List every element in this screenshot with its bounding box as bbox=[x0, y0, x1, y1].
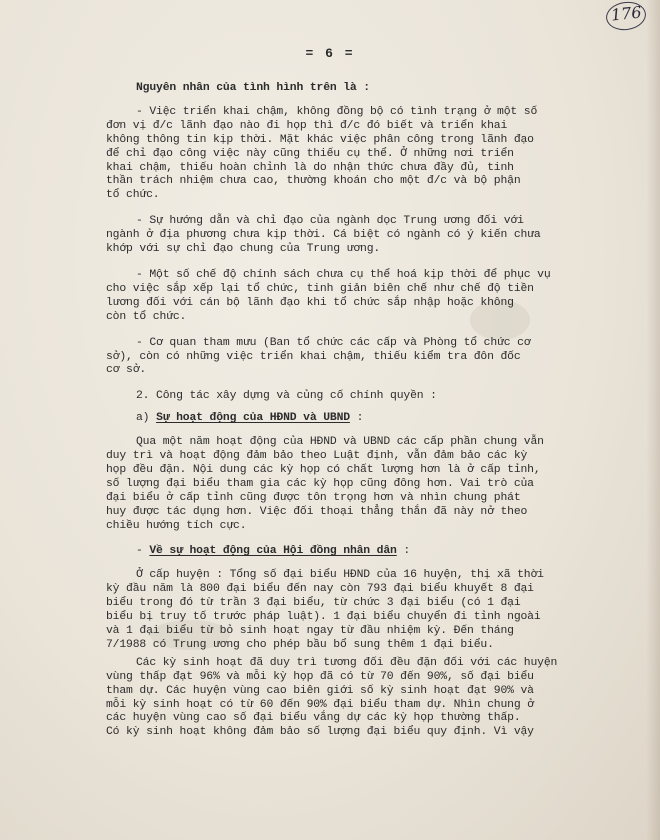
text-line: tham dự. Các huyện vùng cao biên giới số kỳ sinh hoạt đạt 90% và bbox=[106, 684, 534, 697]
text-line: mỗi kỳ sinh hoạt có từ 60 đến 90% đại biểu tham dự. Nhìn chung ở bbox=[106, 698, 534, 711]
sub-heading-hdnd bbox=[106, 545, 641, 559]
text-line: các huyện vùng cao số đại biểu vắng dự các kỳ họp thường thấp. bbox=[106, 712, 521, 725]
text-line: tổ chức. bbox=[106, 189, 160, 202]
text-line: huy được tác dụng hơn. Việc đối thoại thẳng thắn đã này nở theo bbox=[106, 505, 528, 518]
cause-paragraph-2 bbox=[106, 215, 641, 257]
section-2-heading bbox=[106, 390, 641, 404]
cause-paragraph-1 bbox=[106, 106, 641, 203]
text-line: khớp với sự chỉ đạo chung của Trung ương. bbox=[106, 243, 381, 256]
text-line: lương đối với cán bộ lãnh đạo khi tổ chức sắp nhập hoặc không bbox=[106, 296, 514, 309]
text-line: duy trì và hoạt động đảm bảo theo Luật định, vẫn đảm bảo các kỳ bbox=[106, 450, 528, 463]
heading-causes-text: Nguyên nhân của tình hình trên là : bbox=[136, 82, 370, 94]
document-body bbox=[106, 82, 641, 752]
section-2a-prefix: a) bbox=[136, 412, 157, 425]
cause-paragraph-4 bbox=[106, 337, 641, 379]
text-line: không thông tin kịp thời. Mặt khác việc phân công trong lãnh đạo bbox=[106, 133, 534, 146]
page-edge-shadow bbox=[646, 0, 660, 840]
text-line: khai chậm, thiếu hoàn chỉnh là do nhận thức chưa đầy đủ, tinh bbox=[106, 161, 514, 174]
section-2a-suffix: : bbox=[349, 412, 364, 425]
hdnd-paragraph bbox=[106, 436, 641, 533]
text-line: chiều hướng tích cực. bbox=[106, 519, 247, 532]
text-line: để chỉ đạo công việc này cũng thiếu cụ thể. Ở những nơi triển bbox=[106, 147, 514, 160]
text-line: vùng thấp đạt 96% và mỗi kỳ họp đã có từ 70 đến 90%, số đại biểu bbox=[106, 670, 534, 683]
text-line: biểu trong đó từ trần 3 đại biểu, từ chức 3 đại biểu (có 1 đại bbox=[106, 597, 521, 610]
text-line: đại biểu ở cấp tỉnh cũng được tôn trọng hơn và nhìn chung phát bbox=[106, 491, 521, 504]
section-2-title: 2. Công tác xây dựng và củng cố chính quyền : bbox=[136, 390, 437, 403]
text-line: 7/1988 có Trung ương cho phép bầu bổ sung thêm 1 đại biểu. bbox=[106, 638, 494, 651]
text-line: còn tổ chức. bbox=[106, 310, 187, 323]
text-line: Các kỳ sinh hoạt đã duy trì tương đối đều đặn đối với các huyện bbox=[136, 656, 558, 669]
text-line: - Một số chế độ chính sách chưa cụ thể hoá kịp thời để phục vụ bbox=[136, 268, 551, 281]
text-line: - Cơ quan tham mưu (Ban tổ chức các cấp và Phòng tổ chức cơ bbox=[136, 336, 531, 349]
sub-heading-title: Về sự hoạt động của Hội đồng nhân dân bbox=[149, 545, 397, 558]
sub-heading-prefix: - bbox=[136, 545, 150, 558]
text-line: Ở cấp huyện : Tổng số đại biểu HĐND của 16 huyện, thị xã thời bbox=[136, 569, 544, 582]
huyen-paragraph bbox=[106, 569, 641, 652]
sub-heading-suffix: : bbox=[396, 545, 411, 558]
text-line: kỳ đầu năm là 800 đại biểu đến nay còn 793 đại biểu khuyết 8 đại bbox=[106, 583, 534, 596]
section-2a-heading bbox=[106, 412, 641, 426]
text-line: biểu bị truy tố trước pháp luật). 1 đại biểu chuyển đi tỉnh ngoài bbox=[106, 611, 541, 624]
cause-paragraph-3 bbox=[106, 269, 641, 325]
section-2a-title: Sự hoạt động của HĐND và UBND bbox=[156, 412, 350, 425]
text-line: - Sự hướng dẫn và chỉ đạo của ngành dọc Trung ương đối với bbox=[136, 215, 524, 228]
text-line: ngành ở địa phương chưa kịp thời. Cá biệt có ngành có ý kiến chưa bbox=[106, 229, 541, 242]
sub-heading-line bbox=[106, 545, 641, 559]
text-line: cho việc sắp xếp lại tổ chức, tinh giản biên chế như chế độ tiền bbox=[106, 282, 534, 295]
text-line: Qua một năm hoạt động của HĐND và UBND các cấp phần chung vẫn bbox=[136, 436, 544, 449]
heading-causes bbox=[106, 82, 641, 96]
text-line: sở), còn có những việc triển khai chậm, thiếu kiểm tra đôn đốc bbox=[106, 350, 521, 363]
page-number: = 6 = bbox=[305, 46, 355, 61]
text-line: số lượng đại biểu tham gia các kỳ họp cũng đông hơn. Vai trò của bbox=[106, 477, 534, 490]
text-line: họp đều đặn. Nội dung các kỳ họp có chất lượng hơn là ở cấp tỉnh, bbox=[106, 463, 541, 476]
folio-number: 176 bbox=[610, 2, 643, 25]
text-line: thần trách nhiệm chưa cao, thường khoán cho một đ/c và bộ phận bbox=[106, 175, 521, 188]
text-line: - Việc triển khai chậm, không đồng bộ có tình trạng ở một số bbox=[136, 105, 538, 118]
text-line: đơn vị đ/c lãnh đạo nào đi họp thì đ/c đó biết và triển khai bbox=[106, 119, 508, 132]
ky-hop-paragraph bbox=[106, 657, 641, 740]
text-line: và 1 đại biểu từ bỏ sinh hoạt ngay từ đầu nhiệm kỳ. Đến tháng bbox=[106, 625, 514, 637]
text-line: cơ sở. bbox=[106, 364, 147, 377]
section-2a-line bbox=[106, 412, 641, 426]
text-line: Có kỳ sinh hoạt không đảm bảo số lượng đại biểu quy định. Vì vậy bbox=[106, 726, 534, 739]
